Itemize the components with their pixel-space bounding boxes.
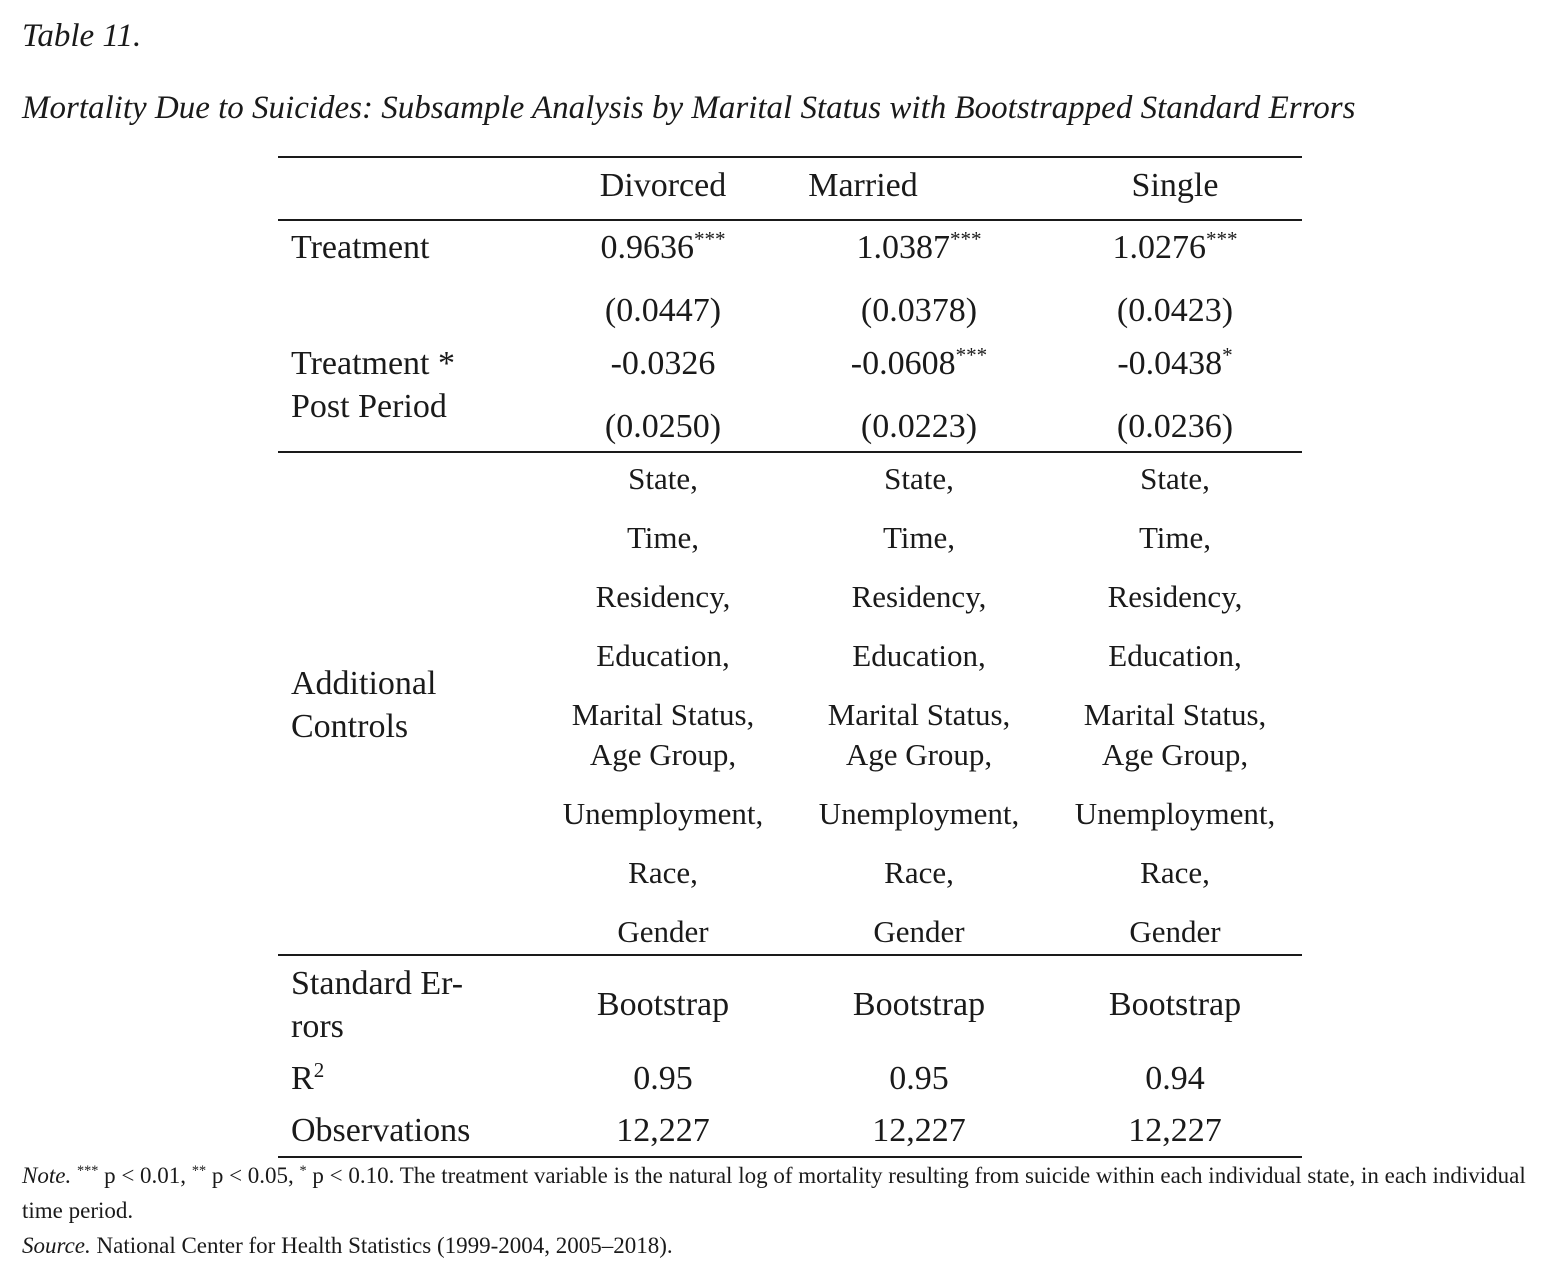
control-item: Residency, — [851, 579, 987, 614]
control-item: Age Group, — [589, 737, 737, 772]
control-item: Marital Status, — [1083, 697, 1267, 732]
observations-divorced: 12,227 — [616, 1112, 710, 1149]
treatment-coef-single: 1.0276*** — [1112, 227, 1238, 266]
control-item: Unemployment, — [1074, 796, 1276, 831]
se-type-single: Bootstrap — [1108, 986, 1242, 1023]
se-type-divorced: Bootstrap — [596, 986, 730, 1023]
r2-married: 0.95 — [889, 1060, 949, 1097]
r2-single: 0.94 — [1145, 1060, 1205, 1097]
row-label-se-line2: rors — [291, 1008, 344, 1045]
table-title: Mortality Due to Suicides: Subsample Analysis by Marital Status with Bootstrapped Standard Errors — [22, 90, 1356, 126]
interaction-se-married: (0.0223) — [860, 408, 978, 445]
interaction-se-single: (0.0236) — [1116, 408, 1234, 445]
control-item: Time, — [1138, 520, 1212, 555]
control-item: Marital Status, — [571, 697, 755, 732]
table-label: Table 11. — [22, 18, 142, 54]
interaction-coef-married: -0.0608*** — [850, 343, 988, 382]
se-type-married: Bootstrap — [852, 986, 986, 1023]
control-item: Time, — [626, 520, 700, 555]
treatment-coef-divorced: 0.9636*** — [600, 227, 726, 266]
row-label-controls-line1: Additional — [291, 665, 437, 702]
row-label-treatment: Treatment — [291, 229, 430, 266]
control-item: Education, — [852, 638, 986, 673]
treatment-se-single: (0.0423) — [1116, 292, 1234, 329]
controls-rule — [278, 954, 1302, 956]
row-label-controls-line2: Controls — [291, 708, 409, 745]
observations-single: 12,227 — [1128, 1112, 1222, 1149]
header-rule — [278, 219, 1302, 221]
coef-rule — [278, 451, 1302, 453]
control-item: Gender — [617, 914, 709, 949]
control-item: State, — [1140, 461, 1210, 496]
control-item: Marital Status, — [827, 697, 1011, 732]
row-label-observations: Observations — [291, 1112, 471, 1149]
interaction-se-divorced: (0.0250) — [604, 408, 722, 445]
column-header-single: Single — [1131, 167, 1219, 204]
control-item: Residency, — [595, 579, 731, 614]
control-item: Residency, — [1107, 579, 1243, 614]
control-item: Education, — [596, 638, 730, 673]
row-label-se-line1: Standard Er- — [291, 965, 464, 1002]
treatment-coef-married: 1.0387*** — [856, 227, 982, 266]
row-label-interaction-line2: Post Period — [291, 388, 447, 425]
control-item: Time, — [882, 520, 956, 555]
table-source: Source. National Center for Health Statistics (1999-2004, 2005–2018). — [22, 1233, 673, 1258]
control-item: Race, — [884, 855, 954, 890]
control-item: Age Group, — [1101, 737, 1249, 772]
control-item: Race, — [628, 855, 698, 890]
control-item: Gender — [873, 914, 965, 949]
bottom-rule — [278, 1156, 1302, 1158]
column-header-divorced: Divorced — [599, 167, 727, 204]
control-item: Age Group, — [845, 737, 993, 772]
column-header-married: Married — [808, 167, 918, 204]
row-label-interaction-line1: Treatment * — [291, 345, 456, 382]
control-item: Education, — [1108, 638, 1242, 673]
treatment-se-married: (0.0378) — [860, 292, 978, 329]
r2-divorced: 0.95 — [633, 1060, 693, 1097]
control-item: Gender — [1129, 914, 1221, 949]
control-item: Unemployment, — [818, 796, 1020, 831]
control-item: Race, — [1140, 855, 1210, 890]
interaction-coef-single: -0.0438* — [1117, 343, 1233, 382]
control-item: State, — [628, 461, 698, 496]
table-note: Note. *** p < 0.01, ** p < 0.05, * p < 0.10. The treatment variable is the natural log of mortality resulting from suicide within each individual state, in each individual time period. — [22, 1163, 1526, 1223]
top-rule — [278, 156, 1302, 158]
observations-married: 12,227 — [872, 1112, 966, 1149]
row-label-r2: $R^2$ — [291, 1058, 325, 1097]
control-item: Unemployment, — [562, 796, 764, 831]
control-item: State, — [884, 461, 954, 496]
interaction-coef-divorced: -0.0326 — [610, 345, 716, 382]
treatment-se-divorced: (0.0447) — [604, 292, 722, 329]
